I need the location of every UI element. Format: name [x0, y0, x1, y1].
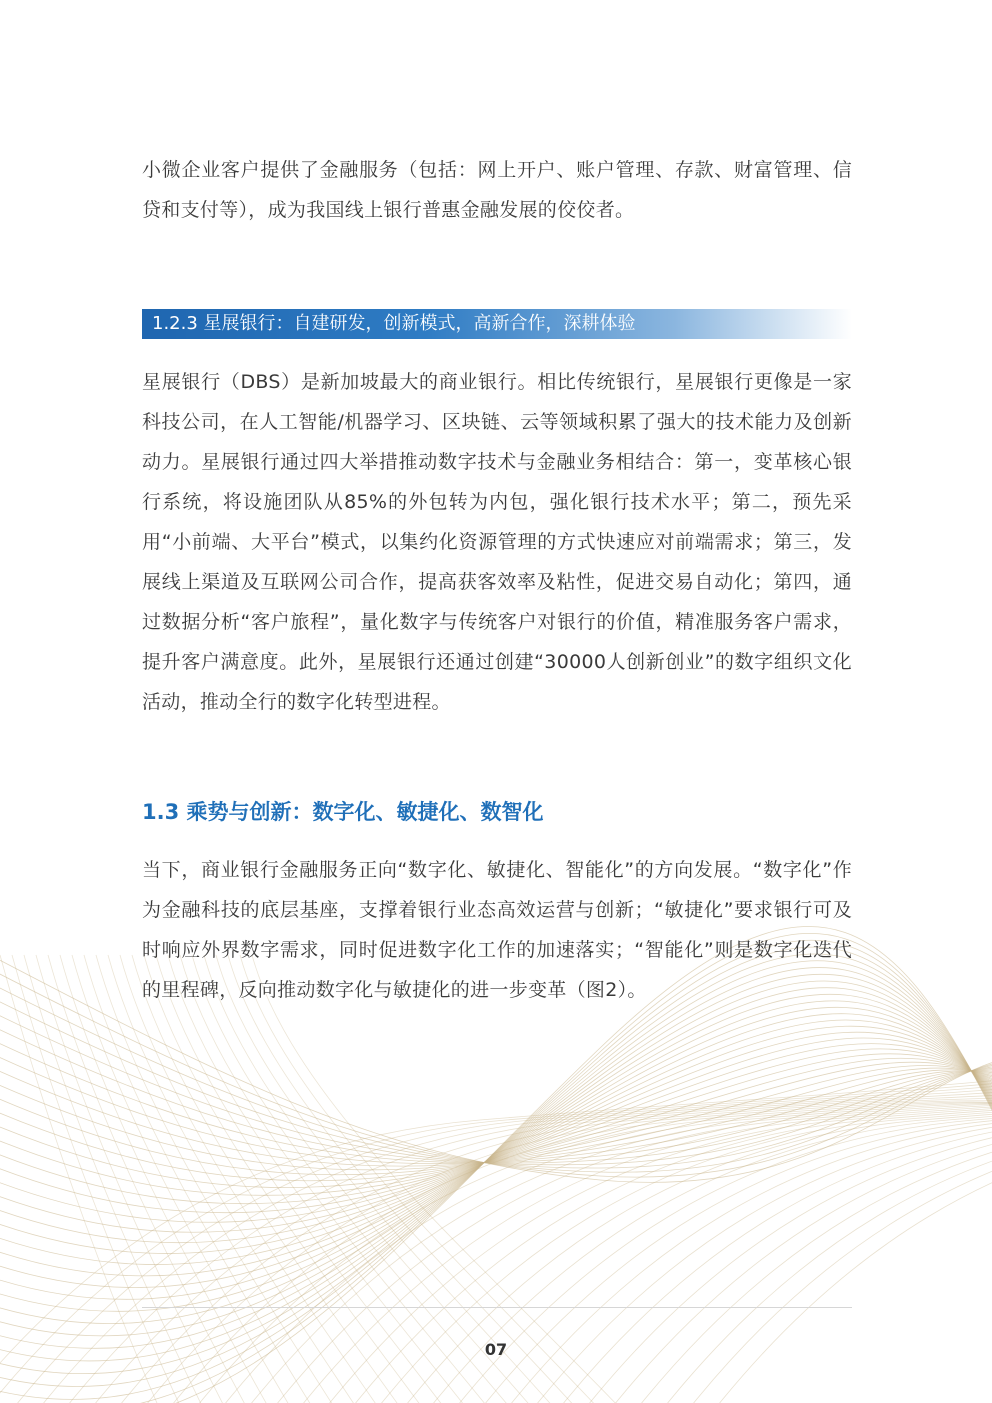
- paragraph-3: 当下，商业银行金融服务正向“数字化、敏捷化、智能化”的方向发展。“数字化”作为金融科技的底层基座，支撑着银行业态高效运营与创新；“敏捷化”要求银行可及时响应外界数字需求，同时促进数字化工作的加速落实；“智能化”则是数字化迭代的里程碑，反向推动数字化与敏捷化的进一步变革（图2）。: [142, 859, 852, 1001]
- section-1-2-3-title: 1.2.3 星展银行：自建研发，创新模式，高新合作，深耕体验: [152, 313, 636, 334]
- section-1-3-title: 1.3 乘势与创新：数字化、敏捷化、数智化: [142, 800, 544, 824]
- page-number: 07: [484, 1340, 508, 1359]
- paragraph-2: 星展银行（DBS）是新加坡最大的商业银行。相比传统银行，星展银行更像是一家科技公司，在人工智能/机器学习、区块链、云等领域积累了强大的技术能力及创新动力。星展银行通过四大举措推动数字技术与金融业务相结合：第一，变革核心银行系统，将设施团队从85%的外包转为内包，强化银行技术水平；第二，预先采用“小前端、大平台”模式，以集约化资源管理的方式快速应对前端需求；第三，发展线上渠道及互联网公司合作，提高获客效率及粘性，促进交易自动化；第四，通过数据分析“客户旅程”，量化数字与传统客户对银行的价值，精准服务客户需求，提升客户满意度。此外，星展银行还通过创建“30000人创新创业”的数字组织文化活动，推动全行的数字化转型进程。: [142, 371, 852, 713]
- section-1-2-3-banner: [142, 309, 852, 339]
- paragraph-1: 小微企业客户提供了金融服务（包括：网上开户、账户管理、存款、财富管理、信贷和支付等），成为我国线上银行普惠金融发展的佼佼者。: [142, 159, 852, 221]
- footer-divider: [142, 1307, 852, 1308]
